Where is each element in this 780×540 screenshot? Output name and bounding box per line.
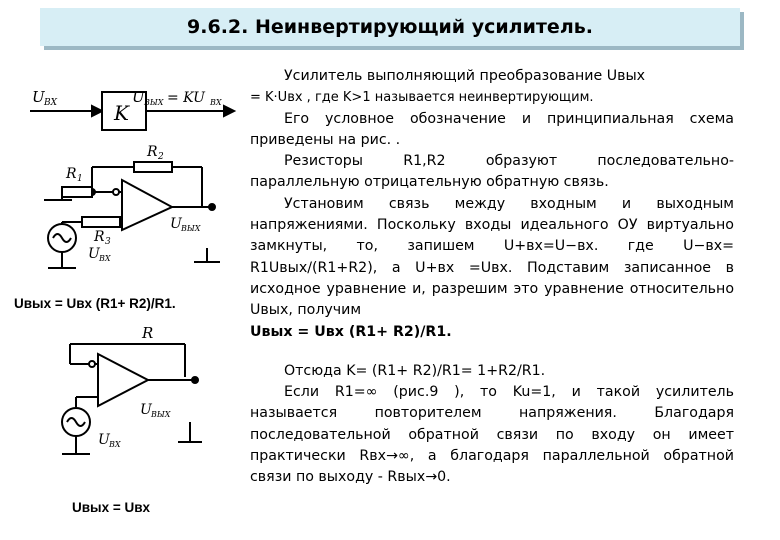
body-text [250,66,734,489]
formula-top: Uвых = Uвх (R1+ R2)/R1. [14,296,176,311]
paragraph-6: Если R1=∞ (рис.9 ), то Ku=1, и такой усилитель называется повторителем напряжения. Благодаря последовательной обратной связи по входу он имеет практически Rвх→∞, а благодаря параллельной обратной связи по выходу - Rвых→0. [250,384,734,486]
r1-sub: 1 [77,174,83,184]
voltage-follower-schematic [40,322,240,492]
r1-label: R [66,166,77,182]
paragraph-3: Резисторы R1,R2 образуют последовательно-параллельную отрицательную обратную связь. [250,153,734,191]
r3-sub: 3 [105,237,111,247]
uout-sub: ВЫХ [144,98,164,107]
paragraph-4: Установим связь между входным и выходным напряжениями. Поскольку входы идеального ОУ виртуально замкнуты, то, запишем U+вх=U−вх. где U−вх= R1Uвых/(R1+R2), а U+вх =Uвх. Подставим записанное в исходное уравнение и, разрешим это уравнение относительно Uвых, получим [250,195,734,319]
uout-eq-label: = KU [167,90,205,106]
r-label: R [142,324,154,342]
r2-label: R [147,144,158,160]
in-label: U [88,246,100,262]
paragraph-5: Отсюда K= (R1+ R2)/R1= 1+R2/R1. [284,362,546,379]
out-label: U [170,216,182,232]
formula-bottom: Uвых = Uвх [72,500,151,515]
in-label: U [98,432,110,448]
paragraph-1b: = K·Uвх , где K>1 называется неинвертирующим. [250,90,594,106]
r2-sub: 2 [158,152,164,162]
page-title: 9.6.2. Неинвертирующий усилитель. [187,16,593,38]
in-sub: ВХ [109,440,121,449]
uvx-label: U [32,88,45,106]
paragraph-2: Его условное обозначение и принципиальная схема приведены на рис. . [250,110,734,148]
in-sub: ВХ [99,254,111,263]
r3-label: R [94,229,105,245]
out-sub: ВЫХ [151,410,171,419]
uout-label: U [132,88,145,106]
out-label: U [140,402,152,418]
out-sub: ВЫХ [181,224,201,233]
paragraph-1a: Усилитель выполняющий преобразование Uвых [284,68,646,84]
paragraph-4-formula: Uвых = Uвх (R1+ R2)/R1. [250,323,452,340]
uvx-sub: ВХ [44,98,58,108]
noninverting-amplifier-schematic [22,70,247,300]
uout-eq-sub: ВХ [210,98,222,107]
k-label: K [114,101,129,125]
title-bar [40,8,740,46]
